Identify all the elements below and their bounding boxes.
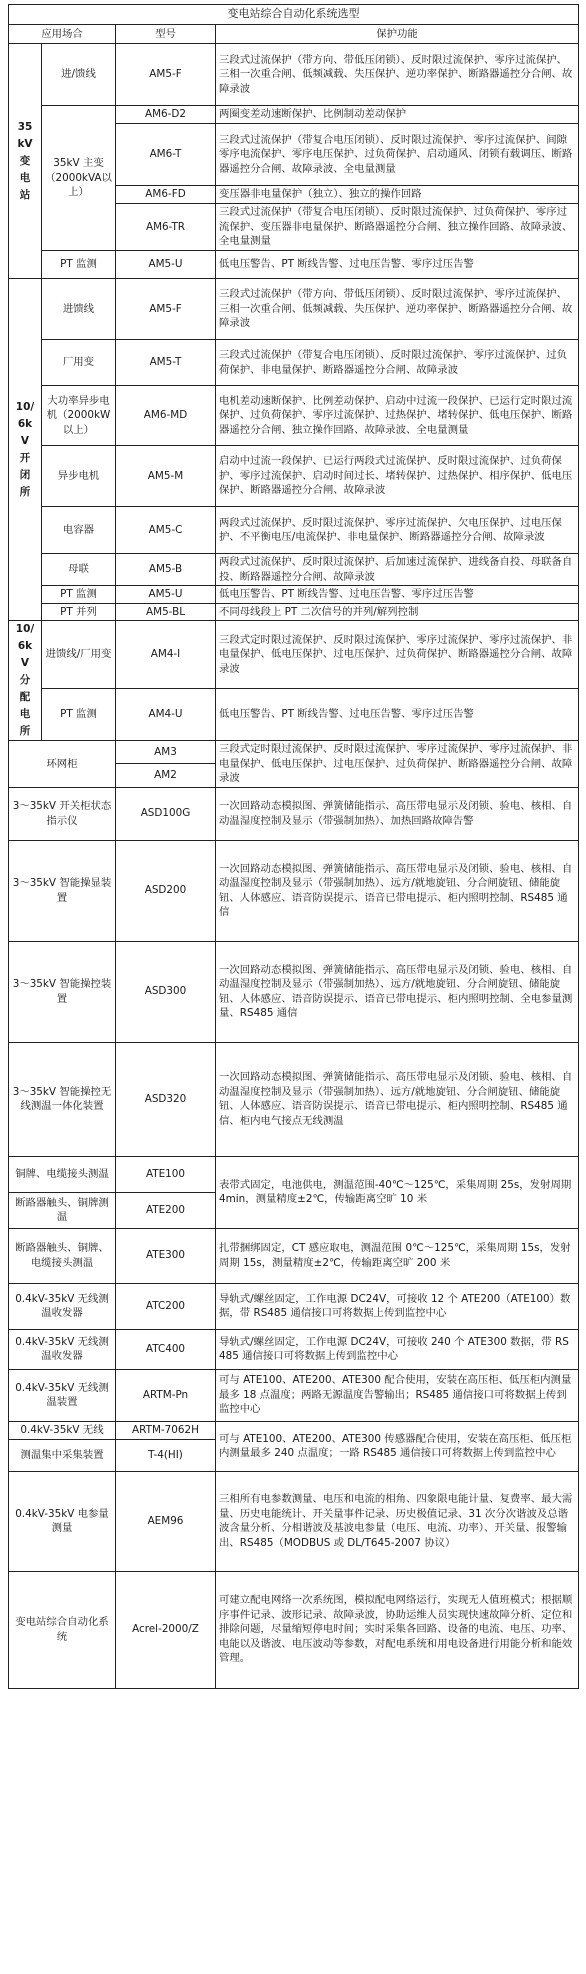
- model-cell: AM5-C: [116, 507, 216, 554]
- function-cell: 启动中过流一段保护、已运行两段式过流保护、反时限过流保护、过负荷保护、零序过流保护、启动时间过长、堵转保护、过热保护、相序保护、低电压保护、断路器遥控分合闸、故障录波: [216, 446, 579, 507]
- function-cell: 表带式固定，电池供电，测温范围-40℃～125℃，采集周期 25s，发射周期 4min，测量精度±2℃，传输距离空旷 10 米: [216, 1156, 579, 1228]
- model-cell: ASD100G: [116, 787, 216, 840]
- function-cell: 三段式过流保护（带复合电压闭锁）、反时限过流保护、零序过流保护、间隙零序电流保护、零序电压保护、过负荷保护、启动通风、闭锁有载调压、断路器遥控分合闸、故障录波、全电量测量: [216, 124, 579, 186]
- application-cell: 0.4kV-35kV 无线: [9, 1421, 116, 1439]
- model-cell: AM2: [116, 764, 216, 787]
- model-cell: ATE200: [116, 1192, 216, 1228]
- function-cell: 导轨式/螺丝固定，工作电源 DC24V，可接收 12 个 ATE200（ATE100）数据，带 RS485 通信接口可将数据上传到监控中心: [216, 1283, 579, 1329]
- model-cell: ARTM-Pn: [116, 1369, 216, 1421]
- application-cell: 断路器触头、铜牌、电缆接头测温: [9, 1228, 116, 1283]
- function-cell: 导轨式/螺丝固定，工作电源 DC24V，可接收 240 个 ATE300 数据，带 RS485 通信接口可将数据上传到监控中心: [216, 1329, 579, 1369]
- model-cell: AM4-I: [116, 621, 216, 689]
- function-cell: 低电压警告、PT 断线告警、过电压告警、零序过压告警: [216, 251, 579, 279]
- model-cell: AM6-T: [116, 124, 216, 186]
- function-cell: 三段式过流保护（带方向、带低压闭锁）、反时限过流保护、零序过流保护、三相一次重合闸、低频减载、失压保护、逆功率保护、断路器遥控分合闸、故障录波: [216, 279, 579, 340]
- table-row: [9, 446, 579, 507]
- table-row: [9, 787, 579, 840]
- function-cell: 一次回路动态模拟图、弹簧储能指示、高压带电显示及闭锁、验电、核相、自动温湿度控制及显示（带强制加热）、远方/就地旋钮、分合闸旋钮、储能旋钮、人体感应、语音防误提示、语音已带电提示、柜内照明控制、全电参量测量、RS485 通信: [216, 941, 579, 1042]
- table-row: [9, 621, 579, 689]
- model-cell: ASD200: [116, 840, 216, 941]
- model-cell: ASD320: [116, 1042, 216, 1156]
- table-row: [9, 1042, 579, 1156]
- model-cell: AM6-D2: [116, 106, 216, 124]
- table-row: [9, 1421, 579, 1439]
- application-cell: 电容器: [42, 507, 116, 554]
- function-cell: 低电压警告、PT 断线告警、过电压告警、零序过压告警: [216, 586, 579, 604]
- model-cell: AM5-F: [116, 44, 216, 106]
- table-row: [9, 741, 579, 764]
- table-row: [9, 44, 579, 106]
- function-cell: 电机差动速断保护、比例差动保护、启动中过流一段保护、已运行定时限过流保护、过负荷保护、零序过流保护、过热保护、堵转保护、低电压保护、断路器遥控分合闸、独立操作回路、故障录波、全电量测量: [216, 386, 579, 446]
- application-cell: 3～35kV 智能操控无线测温一体化装置: [9, 1042, 116, 1156]
- application-cell: 进馈线: [42, 279, 116, 340]
- model-cell: AM5-U: [116, 251, 216, 279]
- model-cell: ASD300: [116, 941, 216, 1042]
- function-cell: 两圈变差动速断保护、比例制动差动保护: [216, 106, 579, 124]
- function-cell: 三段式过流保护（带复合电压闭锁）、反时限过流保护、过负荷保护、零序过流保护、变压器非电量保护、断路器遥控分合闸、独立操作回路、故障录波、全电量测量: [216, 204, 579, 251]
- selection-table: [8, 4, 579, 1689]
- table-row: [9, 279, 579, 340]
- model-cell: Acrel-2000/Z: [116, 1571, 216, 1688]
- function-cell: 三段式过流保护（带方向、带低压闭锁）、反时限过流保护、零序过流保护、三相一次重合闸、低频减载、失压保护、逆功率保护、断路器遥控分合闸、故障录波: [216, 44, 579, 106]
- header-function: 保护功能: [216, 25, 579, 44]
- application-cell: 0.4kV-35kV 无线测温收发器: [9, 1329, 116, 1369]
- model-cell: AM3: [116, 741, 216, 764]
- model-cell: AM6-TR: [116, 204, 216, 251]
- group-10kv-distribution-station: 10/ 6k V 分 配 电 所: [9, 621, 42, 741]
- selection-document: [8, 4, 578, 1689]
- model-cell: ARTM-7062H: [116, 1421, 216, 1439]
- function-cell: 一次回路动态模拟图、弹簧储能指示、高压带电显示及闭锁、验电、核相、自动温湿度控制及显示（带强制加热）、加热回路故障告警: [216, 787, 579, 840]
- model-cell: AM5-BL: [116, 603, 216, 621]
- model-cell: AM5-M: [116, 446, 216, 507]
- function-cell: 可与 ATE100、ATE200、ATE300 配合使用，安装在高压柜、低压柜内测量最多 18 点温度；两路无源温度告警输出；RS485 通信接口可将数据上传到监控中心: [216, 1369, 579, 1421]
- model-cell: T-4(HI): [116, 1439, 216, 1471]
- application-cell: 断路器触头、铜牌测温: [9, 1192, 116, 1228]
- application-cell: 异步电机: [42, 446, 116, 507]
- table-row: [9, 941, 579, 1042]
- model-cell: AM5-F: [116, 279, 216, 340]
- function-cell: 变压器非电量保护（独立）、独立的操作回路: [216, 186, 579, 204]
- function-cell: 三段式过流保护（带复合电压闭锁）、反时限过流保护、零序过流保护、过负荷保护、非电量保护、断路器遥控分合闸、故障录波: [216, 340, 579, 386]
- model-cell: AM5-T: [116, 340, 216, 386]
- model-cell: AEM96: [116, 1471, 216, 1571]
- application-cell: 厂用变: [42, 340, 116, 386]
- application-cell: 35kV 主变（2000kVA以上）: [42, 106, 116, 251]
- table-row: [9, 1228, 579, 1283]
- table-row: [9, 1471, 579, 1571]
- application-cell: 环网柜: [9, 741, 116, 788]
- application-cell: 母联: [42, 554, 116, 586]
- application-cell: 进馈线/厂用变: [42, 621, 116, 689]
- table-row: [9, 106, 579, 124]
- table-row: [9, 603, 579, 621]
- function-cell: 三段式定时限过流保护、反时限过流保护、零序过流保护、零序过流保护、非电量保护、低电压保护、过电压保护、过负荷保护、断路器遥控分合闸、故障录波: [216, 621, 579, 689]
- application-cell: 大功率异步电机（2000kW以上）: [42, 386, 116, 446]
- model-cell: ATC200: [116, 1283, 216, 1329]
- function-cell: 两段式过流保护、反时限过流保护、零序过流保护、欠电压保护、过电压保护、不平衡电压/电流保护、非电量保护、断路器遥控分合闸、故障录波: [216, 507, 579, 554]
- function-cell: 可与 ATE100、ATE200、ATE300 传感器配合使用，安装在高压柜、低压柜内测量最多 240 点温度；一路 RS485 通信接口可将数据上传到监控中心: [216, 1421, 579, 1471]
- application-cell: 铜牌、电缆接头测温: [9, 1156, 116, 1192]
- function-cell: 不同母线段上 PT 二次信号的并列/解列控制: [216, 603, 579, 621]
- header-application: 应用场合: [9, 25, 116, 44]
- application-cell: 3～35kV 智能操显装置: [9, 840, 116, 941]
- model-cell: AM6-MD: [116, 386, 216, 446]
- application-cell: PT 监测: [42, 689, 116, 741]
- table-row: [9, 1156, 579, 1192]
- table-row: [9, 840, 579, 941]
- application-cell: 测温集中采集装置: [9, 1439, 116, 1471]
- application-cell: 变电站综合自动化系统: [9, 1571, 116, 1688]
- application-cell: 0.4kV-35kV 无线测温收发器: [9, 1283, 116, 1329]
- model-cell: AM6-FD: [116, 186, 216, 204]
- model-cell: ATC400: [116, 1329, 216, 1369]
- application-cell: 0.4kV-35kV 电参量测量: [9, 1471, 116, 1571]
- table-row: [9, 1369, 579, 1421]
- function-cell: 一次回路动态模拟图、弹簧储能指示、高压带电显示及闭锁、验电、核相、自动温湿度控制及显示（带强制加热）、远方/就地旋钮、分合闸旋钮、储能旋钮、人体感应、语音防误提示、语音已带电提示、柜内照明控制、RS485 通信、柜内电气接点无线测温: [216, 1042, 579, 1156]
- function-cell: 低电压警告、PT 断线告警、过电压告警、零序过压告警: [216, 689, 579, 741]
- header-model: 型号: [116, 25, 216, 44]
- table-title: 变电站综合自动化系统选型: [9, 5, 579, 25]
- function-cell: 可建立配电网络一次系统图，模拟配电网络运行，实现无人值班模式；根据顺序事件记录、波形记录、故障录波，协助运维人员实现快速故障分析、定位和排除问题，尽量缩短停电时间；实时采集各回路、设备的电流、电压、功率、电能以及谐波、电压波动等参数，对配电系统和用电设备进行用能分析和能效管理。: [216, 1571, 579, 1688]
- model-cell: AM4-U: [116, 689, 216, 741]
- application-cell: 0.4kV-35kV 无线测温装置: [9, 1369, 116, 1421]
- application-cell: PT 监测: [42, 586, 116, 604]
- table-row: [9, 507, 579, 554]
- group-35kv-substation: 35 kV 变 电 站: [9, 44, 42, 279]
- model-cell: ATE100: [116, 1156, 216, 1192]
- function-cell: 三段式定时限过流保护、反时限过流保护、零序过流保护、零序过流保护、非电量保护、低电压保护、过电压保护、过负荷保护、断路器遥控分合闸、故障录波: [216, 741, 579, 788]
- application-cell: 进/馈线: [42, 44, 116, 106]
- model-cell: AM5-B: [116, 554, 216, 586]
- application-cell: PT 监测: [42, 251, 116, 279]
- table-row: [9, 554, 579, 586]
- table-row: [9, 340, 579, 386]
- table-row: [9, 1329, 579, 1369]
- application-cell: 3～35kV 开关柜状态指示仪: [9, 787, 116, 840]
- function-cell: 三相所有电参数测量、电压和电流的相角、四象限电能计量、复费率、最大需量、历史电能统计、开关量事件记录、历史极值记录、31 次分次谐波及总谐波含量分析、分相谐波及基波电参量（电压、电流、功率）、开关量、报警输出、RS485（MODBUS 或 DL/T645-2007 协议）: [216, 1471, 579, 1571]
- application-cell: 3～35kV 智能操控装置: [9, 941, 116, 1042]
- model-cell: ATE300: [116, 1228, 216, 1283]
- model-cell: AM5-U: [116, 586, 216, 604]
- group-10kv-switching-station: 10/ 6k V 开 闭 所: [9, 279, 42, 621]
- function-cell: 两段式过流保护、反时限过流保护、后加速过流保护、进线备自投、母联备自投、断路器遥控分合闸、故障录波: [216, 554, 579, 586]
- function-cell: 一次回路动态模拟图、弹簧储能指示、高压带电显示及闭锁、验电、核相、自动温湿度控制及显示（带强制加热）、远方/就地旋钮、分合闸旋钮、储能旋钮、人体感应、语音防误提示、语音已带电提示、柜内照明控制、RS485 通信: [216, 840, 579, 941]
- table-row: [9, 586, 579, 604]
- table-row: [9, 1571, 579, 1688]
- table-row: [9, 689, 579, 741]
- table-row: [9, 1283, 579, 1329]
- application-cell: PT 并列: [42, 603, 116, 621]
- table-row: [9, 251, 579, 279]
- table-row: [9, 386, 579, 446]
- function-cell: 扎带捆绑固定，CT 感应取电，测温范围 0℃～125℃，采集周期 15s，发射周期 15s，测量精度±2℃，传输距离空旷 200 米: [216, 1228, 579, 1283]
